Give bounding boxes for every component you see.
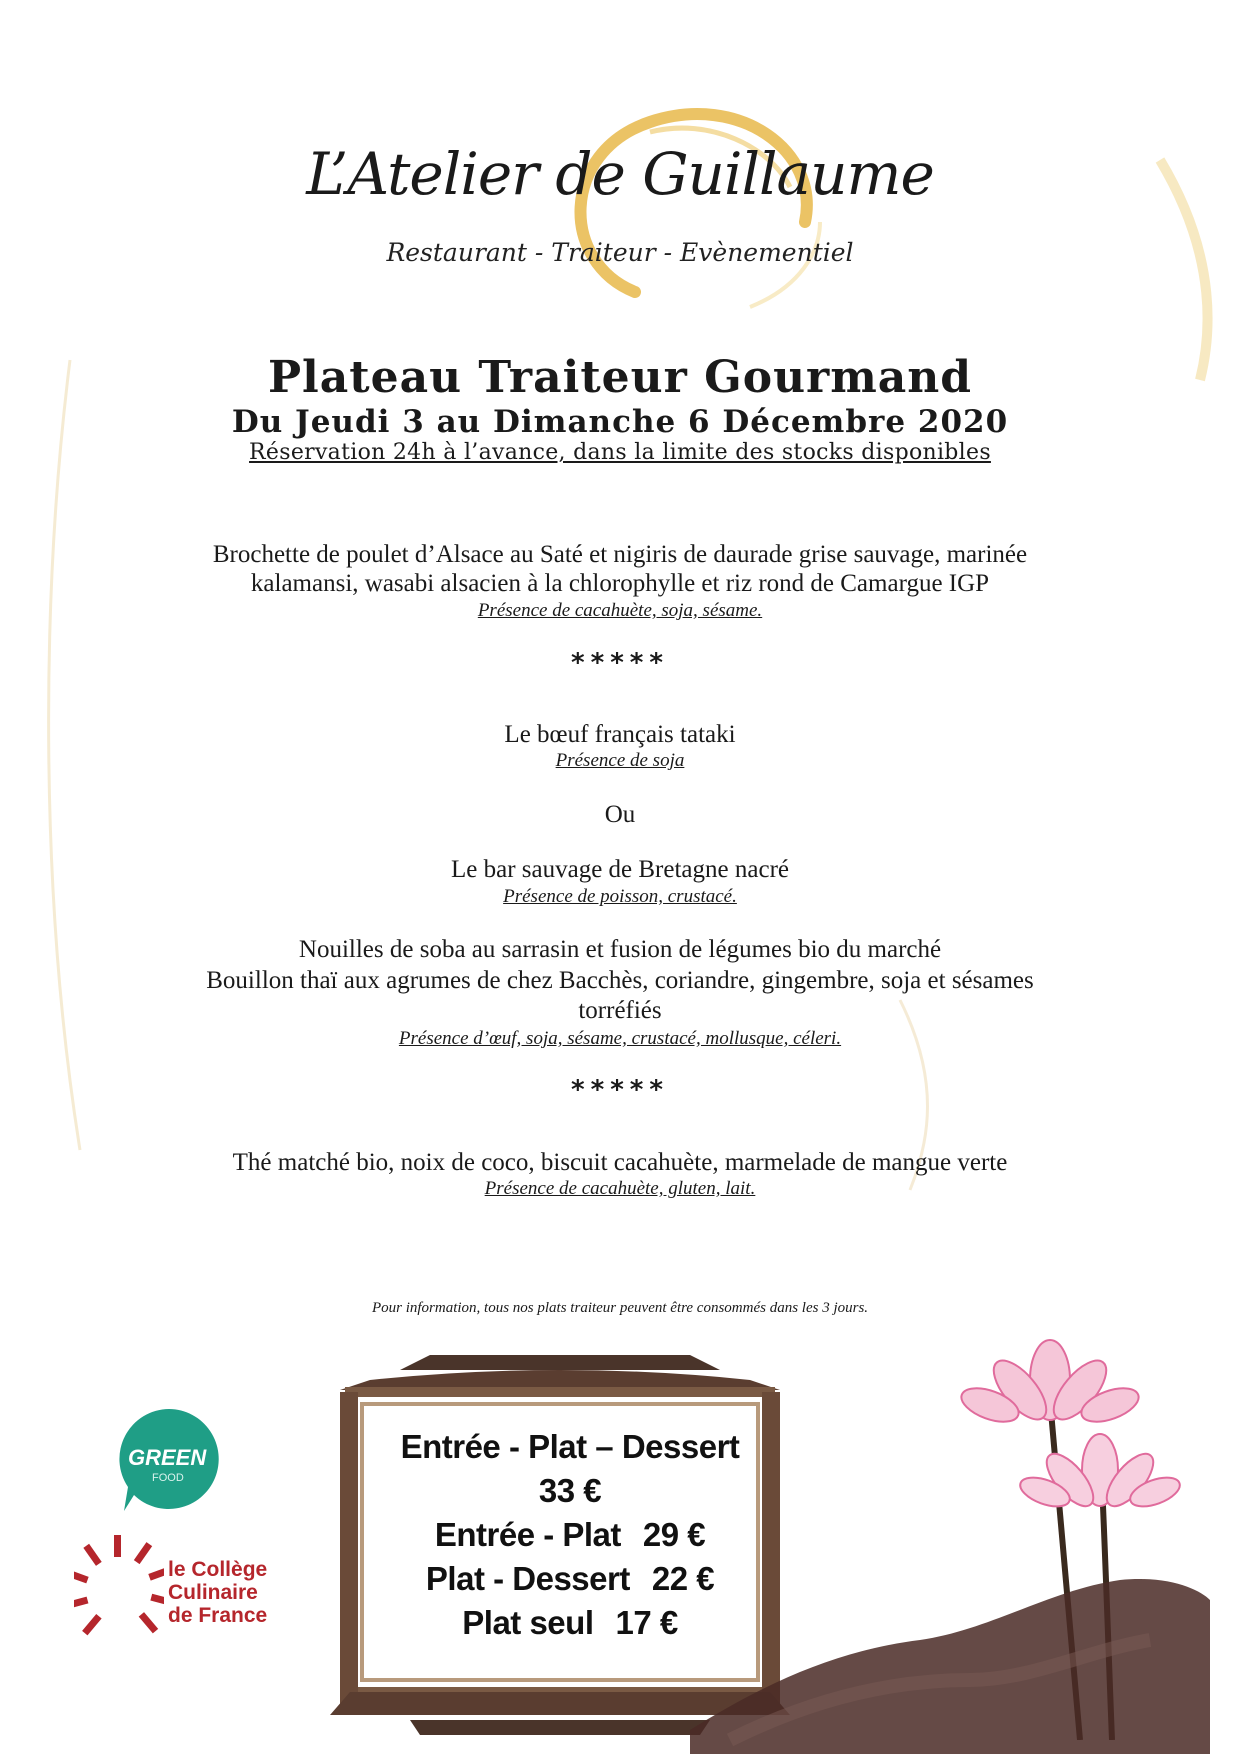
- footnote: Pour information, tous nos plats traiteur peuvent être consommés dans les 3 jours.: [371, 1300, 869, 1316]
- main-option-2-allergens: Présence de poisson, crustacé.: [503, 886, 737, 907]
- logo-tagline: Restaurant - Traiteur - Evènementiel: [386, 238, 854, 267]
- main-option-1: Le bœuf français tataki: [504, 721, 736, 748]
- formula-full-label: Entrée - Plat – Dessert: [400, 1428, 740, 1465]
- formula-main-dessert-label: Plat - Dessert: [425, 1560, 630, 1597]
- formula-main-only-label: Plat seul: [462, 1604, 594, 1641]
- starter-line-1: Brochette de poulet d’Alsace au Saté et nigiris de daurade grise sauvage, marinée: [212, 541, 1028, 568]
- ink-wash-decoration: [690, 1530, 1210, 1754]
- formula-main-only-price: 17 €: [615, 1604, 678, 1641]
- starter-line-2: kalamansi, wasabi alsacien à la chlorophylle et riz rond de Camargue IGP: [250, 570, 990, 597]
- logo-name: L’Atelier de Guillaume: [306, 140, 934, 208]
- side-line-1: Nouilles de soba au sarrasin et fusion de légumes bio du marché: [298, 936, 942, 963]
- side-allergens: Présence d’œuf, soja, sésame, crustacé, mollusque, céleri.: [398, 1028, 842, 1049]
- dessert: Thé matché bio, noix de coco, biscuit cacahuète, marmelade de mangue verte: [232, 1149, 1008, 1176]
- green-food-label: GREEN: [128, 1445, 207, 1470]
- formula-starter-main-label: Entrée - Plat: [434, 1516, 621, 1553]
- main-option-2: Le bar sauvage de Bretagne nacré: [450, 856, 789, 883]
- college-culinaire-icon: [74, 1535, 164, 1645]
- college-line-3: de France: [168, 1604, 268, 1627]
- date-range: Du Jeudi 3 au Dimanche 6 Décembre 2020: [231, 404, 1009, 440]
- starter-allergens: Présence de cacahuète, soja, sésame.: [477, 600, 763, 621]
- dessert-allergens: Présence de cacahuète, gluten, lait.: [484, 1178, 756, 1199]
- main-option-1-allergens: Présence de soja: [555, 750, 685, 771]
- green-food-sublabel: FOOD: [152, 1472, 184, 1484]
- or-label: Ou: [604, 801, 636, 828]
- reservation-note: Réservation 24h à l’avance, dans la limite des stocks disponibles: [249, 440, 991, 465]
- side-line-3: torréfiés: [578, 997, 662, 1024]
- college-line-1: le Collège: [168, 1558, 268, 1581]
- side-line-2: Bouillon thaï aux agrumes de chez Bacchès, coriandre, gingembre, soja et sésames: [206, 967, 1034, 994]
- formula-full-price: 33 €: [538, 1472, 602, 1509]
- formula-starter-main-price: 29 €: [642, 1516, 706, 1553]
- logo-ring-icon: [520, 92, 840, 332]
- formula-main-dessert-price: 22 €: [651, 1560, 715, 1597]
- college-line-2: Culinaire: [168, 1581, 258, 1604]
- page-title: Plateau Traiteur Gourmand: [267, 352, 973, 403]
- course-separator-2: *****: [571, 1075, 669, 1105]
- course-separator-1: *****: [571, 648, 669, 678]
